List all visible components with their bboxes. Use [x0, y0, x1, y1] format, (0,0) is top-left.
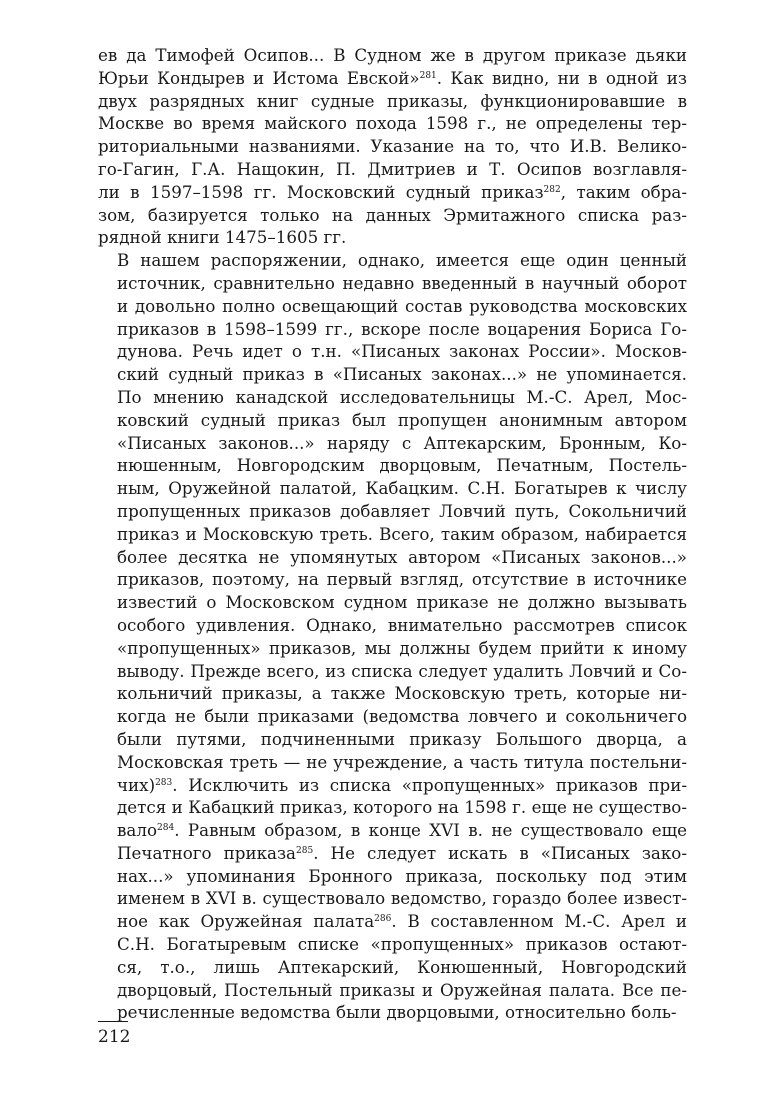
text-line: Печатного приказа$^{285}$. Не следует искать в «Писаных зако-: [117, 842, 687, 863]
text-line: чих)$^{283}$. Исключить из списка «пропущенных» приказов при-: [117, 774, 687, 795]
text-line: рядной книги 1475–1605 гг.: [98, 227, 347, 248]
text-line: По мнению канадской исследовательницы М.-С. Арел, Мос-: [117, 386, 687, 407]
text-line: приказов в 1598–1599 гг., вскоре после воцарения Бориса Го-: [117, 318, 687, 339]
text-line: приказов, поэтому, на первый взгляд, отсутствие в источнике: [117, 569, 687, 590]
text-line: Московская треть — не учреждение, а часть титула постельни-: [117, 751, 687, 772]
text-line: «пропущенных» приказов, мы должны будем прийти к иному: [117, 637, 687, 658]
text-line: С.Н. Богатыревым списке «пропущенных» приказов остают-: [117, 934, 687, 955]
text-line: приказ и Московскую треть. Всего, таким образом, набирается: [117, 523, 687, 544]
text-line: ев да Тимофей Осипов... В Судном же в другом приказе дьяки: [98, 45, 687, 65]
paragraph: [98, 44, 687, 249]
text-line: Юрьи Кондырев и Истома Евской»$^{281}$. Как видно, ни в одной из: [98, 67, 688, 88]
text-line: ковский судный приказ был пропущен анонимным автором: [117, 409, 687, 430]
footnote-ref: 282: [543, 184, 561, 195]
text-line: когда не были приказами (ведомства ловчего и сокольничего: [117, 706, 687, 727]
text-line: были путями, подчиненными приказу Большого дворца, а: [117, 728, 687, 749]
text-line: выводу. Прежде всего, из списка следует удалить Ловчий и Со-: [117, 660, 687, 681]
text-line: «Писаных законов...» наряду с Аптекарским, Бронным, Ко-: [117, 432, 687, 453]
text-line: дунова. Речь идет о т.н. «Писаных законах России». Москов-: [117, 341, 687, 362]
footnote-ref: 281: [419, 70, 437, 81]
text-line: более десятка не упомянутых автором «Писаных законов...»: [117, 546, 687, 567]
text-line: нах...» упоминания Бронного приказа, поскольку под этим: [117, 865, 687, 886]
text-line: риториальными названиями. Указание на то, что И.В. Велико-: [98, 136, 687, 157]
text-line: ное как Оружейная палата$^{286}$. В составленном М.-С. Арел и: [117, 911, 687, 932]
footnote-ref: 283: [155, 777, 173, 788]
text-line: особого удивления. Однако, внимательно рассмотрев список: [117, 614, 687, 635]
text-line: В нашем распоряжении, однако, имеется еще один ценный: [117, 250, 687, 271]
body-text: [98, 44, 687, 1024]
text-line: вало$^{284}$. Равным образом, в конце XVI в. не существовало еще: [117, 820, 687, 841]
text-line: речисленные ведомства были дворцовыми, относительно боль-: [117, 1002, 677, 1023]
text-line: нюшенным, Новгородским дворцовым, Печатным, Постель-: [117, 455, 687, 476]
text-line: ли в 1597–1598 гг. Московский судный приказ$^{282}$, таким обра-: [98, 181, 687, 202]
footnote-ref: 284: [157, 823, 175, 834]
text-line: ский судный приказ в «Писаных законах...» не упоминается.: [117, 364, 687, 385]
text-line: го-Гагин, Г.А. Нащокин, П. Дмитриев и Т. Осипов возглавля-: [98, 158, 687, 179]
text-line: Москве во время майского похода 1598 г., не определены тер-: [98, 113, 687, 134]
paragraph: [98, 249, 687, 1024]
text-line: ся, т.о., лишь Аптекарский, Конюшенный, Новгородский: [117, 956, 687, 977]
text-line: известий о Московском судном приказе не должно вызывать: [117, 592, 687, 613]
text-line: двух разрядных книг судные приказы, функционировавшие в: [98, 90, 687, 111]
text-line: ным, Оружейной палатой, Кабацким. С.Н. Богатырев к числу: [117, 478, 687, 499]
page-number: 212: [98, 1027, 131, 1047]
footnote-ref: 286: [374, 914, 392, 925]
footnote-ref: 285: [296, 845, 314, 856]
text-line: кольничий приказы, а также Московскую треть, которые ни-: [117, 683, 687, 704]
text-line: и довольно полно освещающий состав руководства московских: [117, 295, 687, 316]
text-line: источник, сравнительно недавно введенный в научный оборот: [117, 272, 687, 293]
text-line: именем в XVI в. существовало ведомство, гораздо более извест-: [117, 888, 687, 909]
footnote-rule: [98, 1021, 128, 1022]
text-line: дется и Кабацкий приказ, которого на 1598 г. еще не существо-: [117, 797, 687, 818]
text-line: дворцовый, Постельный приказы и Оружейная палата. Все пе-: [117, 979, 687, 1000]
text-line: пропущенных приказов добавляет Ловчий путь, Сокольничий: [117, 500, 687, 521]
text-line: зом, базируется только на данных Эрмитажного списка раз-: [98, 204, 687, 225]
